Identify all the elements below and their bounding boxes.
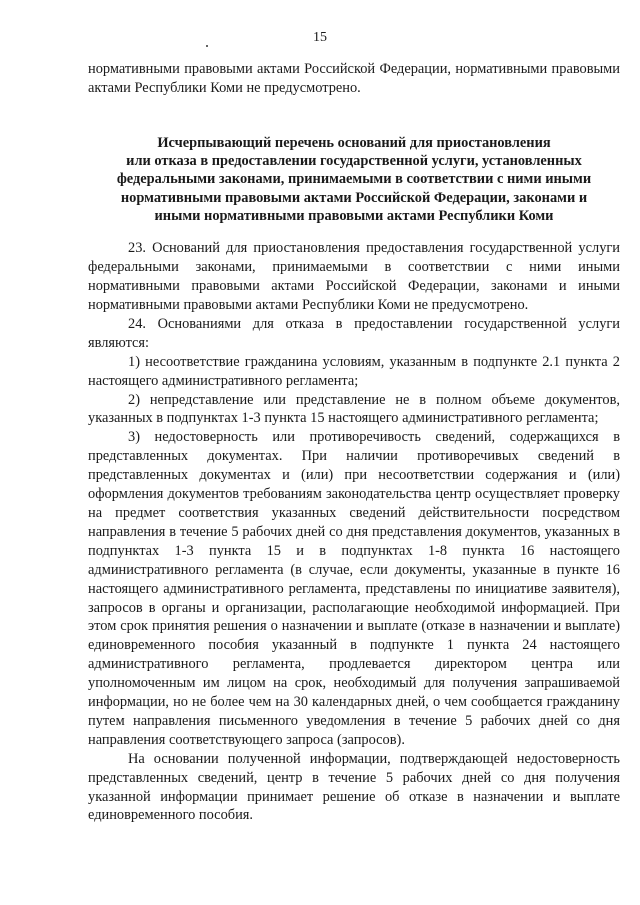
heading-line: Исчерпывающий перечень оснований для приостановления (157, 134, 551, 151)
document-body (88, 60, 620, 825)
heading-line: нормативными правовыми актами Российской Федерации, законами и (120, 189, 588, 206)
scan-dot-mark (206, 45, 208, 47)
intro-paragraph: нормативными правовыми актами Российской Федерации, нормативными правовыми актами Республики Коми не предусмотрено. (88, 61, 620, 96)
paragraph-24: 24. Основаниями для отказа в предоставлении государственной услуги являются: (88, 315, 620, 351)
list-item-2: 2) непредставление или представление не в полном объеме документов, указанных в подпунктах 1-3 пункта 15 настоящего административного регламента; (88, 391, 620, 427)
section-heading (88, 134, 620, 225)
heading-line: федеральными законами, принимаемыми в соответствии с ними иными (116, 171, 592, 188)
list-item-3: 3) недостоверность или противоречивость сведений, содержащихся в представленных документах. При наличии противоречивых сведений в представленных документах и (или) при несоответствии содержания и (или) оформления документов требованиям законодательства центр осуществляет проверку на предмет соответствия указанных сведений действительности посредством направления в течение 5 рабочих дней со дня представления документов, указанных в подпунктах 1-3 пункта 15 и в подпунктах 1-8 пункта 16 настоящего административного регламента (в случае, если документы, указанные в пункте 16 настоящего административного регламента, представлены по инициативе заявителя), запросов в органы и организации, располагающие необходимой информацией. При этом срок принятия решения о назначении и выплате (отказе в назначении и выплате) единовременного пособия указанный в подпункте 1 пункта 24 настоящего административного регламента, продлевается директором центра или уполномоченным им лицом на срок, необходимый для получения запрашиваемой информации, но не более чем на 30 календарных дней, о чем сообщается гражданину путем направления письменного уведомления в течение 5 рабочих дней со дня направления соответствующего запроса (запросов). (88, 429, 620, 748)
paragraph-23: 23. Оснований для приостановления предоставления государственной услуги федеральными законами, принимаемыми в соответствии с ними иными нормативными правовыми актами Российской Федерации, законами и иными нормативными правовыми актами Республики Коми не предусмотрено. (88, 240, 620, 314)
heading-line: или отказа в предоставлении государственной услуги, установленных (126, 153, 582, 170)
page-number: 15 (313, 30, 327, 45)
heading-line: иными нормативными правовыми актами Республики Коми (154, 208, 554, 224)
list-item-1: 1) несоответствие гражданина условиям, указанным в подпункте 2.1 пункта 2 настоящего административного регламента; (88, 353, 620, 389)
closing-paragraph: На основании полученной информации, подтверждающей недостоверность представленных сведений, центр в течение 5 рабочих дней со дня получения указанной информации принимает решение об отказе в назначении и выплате единовременного пособия. (88, 750, 620, 824)
